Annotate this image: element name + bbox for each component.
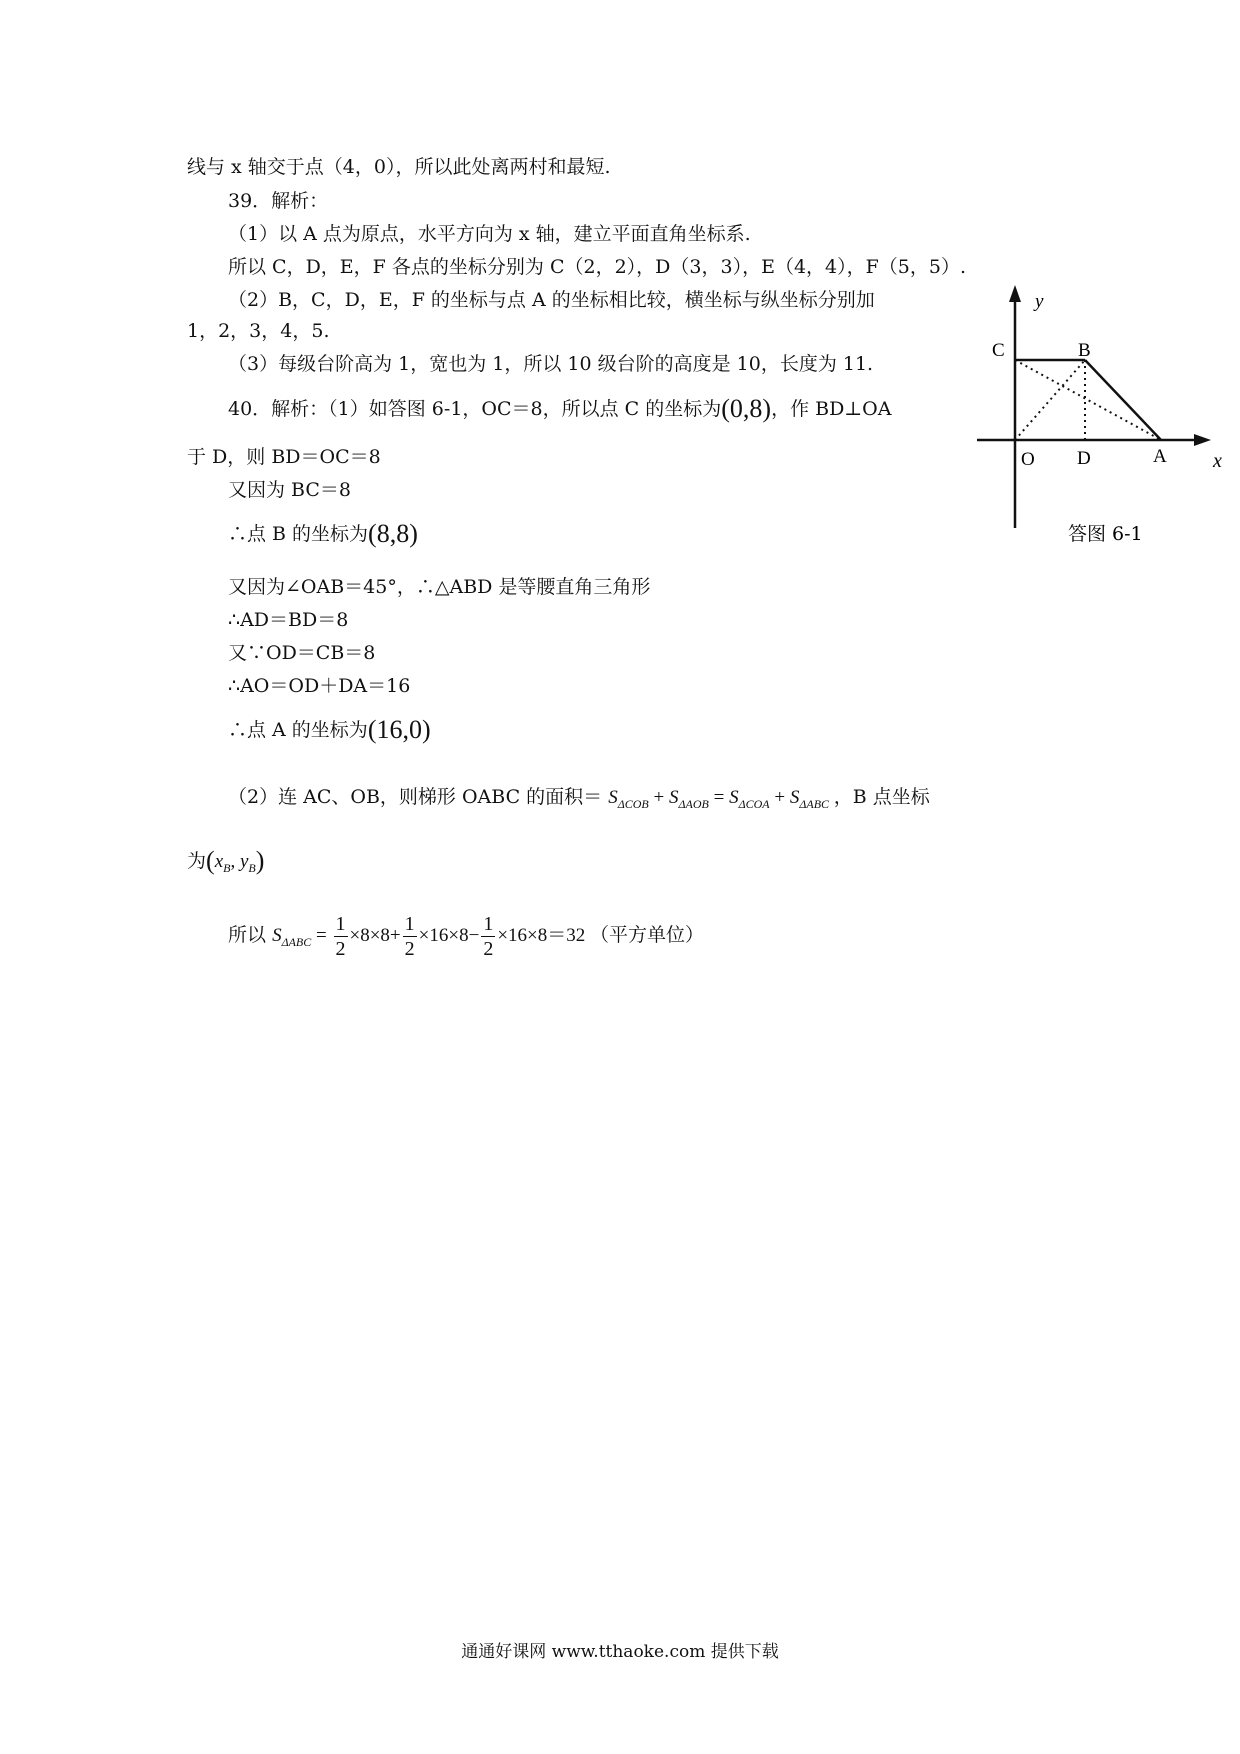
label-d: D bbox=[1077, 448, 1091, 469]
x-axis-label: x bbox=[1213, 450, 1222, 472]
area-expression: $S_{\Delta COB} + S_{\Delta AOB} = S_{\Delta COA} + S_{\Delta ABC}$ bbox=[608, 787, 830, 811]
y-axis-arrow bbox=[1009, 285, 1021, 302]
text-line: 所以 C，D，E，F 各点的坐标分别为 C（2，2），D（3，3），E（4，4），F（5，5）. bbox=[228, 256, 967, 278]
segment-ba bbox=[1085, 360, 1161, 440]
area-formula-line bbox=[228, 784, 930, 817]
figure-svg bbox=[965, 280, 1230, 550]
text-run: 40．解析：（1）如答图 6-1，OC＝8，所以点 C 的坐标为 bbox=[228, 398, 722, 420]
text-run: ∴点 A 的坐标为 bbox=[228, 719, 368, 741]
figure-caption: 答图 6-1 bbox=[1068, 523, 1143, 545]
text-line bbox=[228, 521, 418, 547]
text-line bbox=[228, 717, 431, 743]
final-formula-line bbox=[228, 906, 704, 971]
x-axis-arrow bbox=[1194, 434, 1211, 446]
text-line: （1）以 A 点为原点，水平方向为 x 轴，建立平面直角坐标系. bbox=[228, 223, 751, 245]
point-b-coord: (8,8) bbox=[368, 519, 418, 548]
problem-40-line bbox=[228, 396, 891, 422]
coordinate-figure bbox=[965, 280, 1230, 555]
point-b-general: ($x_B$, $y_B$) bbox=[206, 846, 265, 875]
text-run: （2）连 AC、OB，则梯形 OABC 的面积＝ bbox=[228, 786, 603, 808]
fraction-half: $\frac{1}{2}$ bbox=[404, 913, 415, 961]
y-axis-label: y bbox=[1035, 291, 1044, 312]
page-footer: 通通好课网 www.tthaoke.com 提供下载 bbox=[461, 1642, 779, 1662]
text-line: 又因为∠OAB＝45°，∴△ABD 是等腰直角三角形 bbox=[228, 576, 651, 598]
fraction-half: $\frac{1}{2}$ bbox=[483, 913, 494, 961]
text-line bbox=[187, 848, 264, 881]
label-o: O bbox=[1021, 449, 1035, 470]
text-line: ∴AO＝OD＋DA＝16 bbox=[228, 675, 411, 697]
text-run: ∴点 B 的坐标为 bbox=[228, 523, 369, 545]
fraction-half: $\frac{1}{2}$ bbox=[335, 913, 346, 961]
final-expression: $S_{\Delta ABC}$ = $\frac{1}{2}$ ×8×8+ $\frac{1}{2}$ ×16×8− $\frac{1}{2}$ ×16×8＝32 bbox=[272, 913, 586, 961]
text-line: 线与 x 轴交于点（4，0），所以此处离两村和最短. bbox=[187, 156, 611, 178]
point-c-coord: (0,8) bbox=[721, 394, 772, 423]
text-line: 又因为 BC＝8 bbox=[228, 479, 351, 501]
label-a: A bbox=[1153, 446, 1167, 467]
label-c: C bbox=[992, 340, 1005, 361]
text-run: 为 bbox=[187, 850, 207, 872]
segment-ca-dotted bbox=[1015, 360, 1161, 440]
text-run: ，作 BD⊥OA bbox=[771, 398, 892, 420]
text-line: 于 D，则 BD＝OC＝8 bbox=[187, 446, 381, 468]
label-b: B bbox=[1078, 340, 1091, 361]
text-line: （2）B，C，D，E，F 的坐标与点 A 的坐标相比较，横坐标与纵坐标分别加 bbox=[228, 289, 875, 311]
point-a-coord: (16,0) bbox=[367, 715, 431, 744]
problem-39-heading: 39．解析： bbox=[228, 190, 329, 212]
text-line: （3）每级台阶高为 1，宽也为 1，所以 10 级台阶的高度是 10，长度为 11. bbox=[228, 353, 874, 375]
text-line: ∴AD＝BD＝8 bbox=[228, 609, 349, 631]
text-run: （平方单位） bbox=[590, 924, 705, 946]
text-line: 1，2，3，4，5. bbox=[187, 320, 330, 342]
text-run: 所以 bbox=[228, 924, 267, 946]
text-line: 又∵OD＝CB＝8 bbox=[228, 642, 376, 664]
segment-ob-dotted bbox=[1015, 360, 1085, 440]
text-run: ，B 点坐标 bbox=[833, 786, 930, 808]
